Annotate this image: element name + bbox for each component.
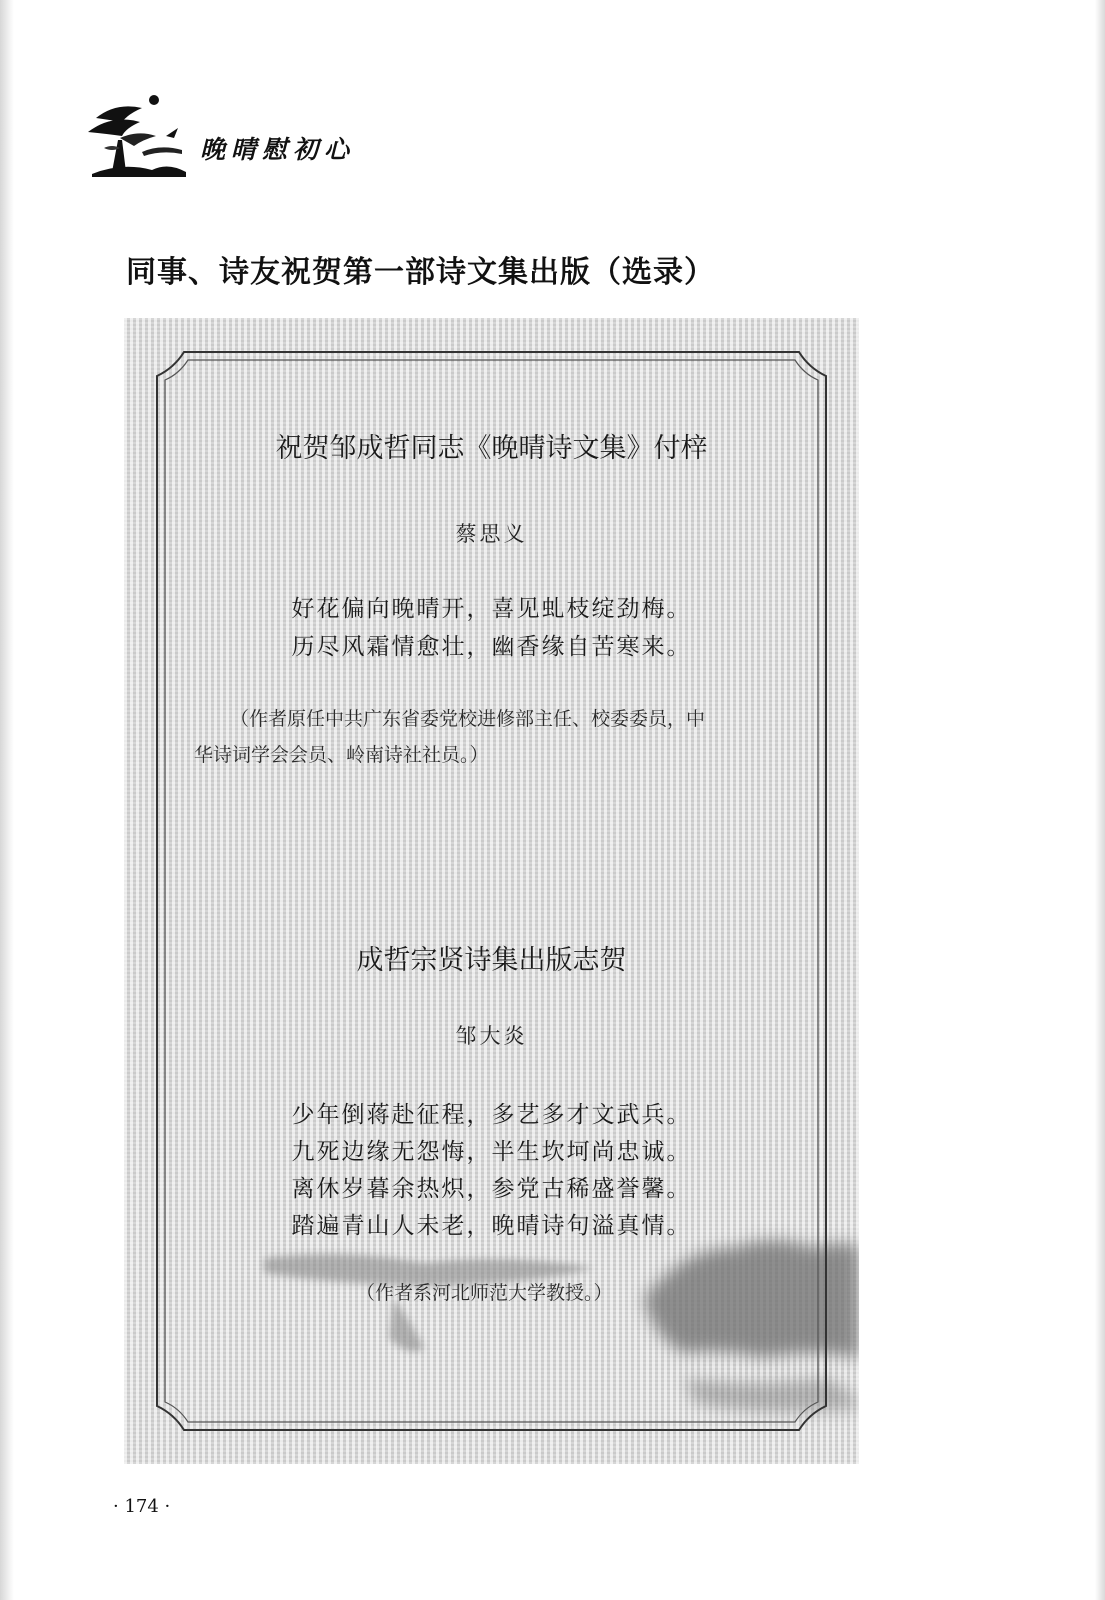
poem-line: 好花偏向晚晴开，喜见虬枝绽劲梅。: [291, 596, 692, 622]
poem-line: 踏遍青山人未老，晚晴诗句溢真情。: [291, 1213, 692, 1239]
poem-line: 九死边缘无怨悔，半生坎坷尚忠诚。: [291, 1139, 692, 1165]
poem-panel: [124, 318, 859, 1464]
poem-line: 历尽风霜情愈壮，幽香缘自苦寒来。: [291, 634, 692, 660]
poem-line: 离休岁暮余热炽，参党古稀盛誉馨。: [291, 1176, 692, 1202]
scan-right-edge: [1095, 0, 1105, 1600]
poem-title: 祝贺邹成哲同志《晚晴诗文集》付梓: [275, 433, 708, 464]
poem-author: 蔡思义: [455, 522, 528, 546]
author-note: （作者系河北师范大学教授。）: [356, 1282, 613, 1304]
scan-left-edge: [0, 0, 14, 1600]
running-header-title: 晚晴慰初心: [200, 135, 356, 164]
author-note: 华诗词学会会员、岭南诗社社员。）: [194, 744, 489, 766]
section-title: 同事、诗友祝贺第一部诗文集出版（选录）: [126, 256, 715, 289]
pine-tree-logo-icon: [82, 92, 192, 177]
page-number: · 174 ·: [113, 1496, 171, 1517]
author-note: （作者原任中共广东省委党校进修部主任、校委委员，中: [230, 708, 706, 730]
poem-author: 邹大炎: [455, 1024, 528, 1048]
poem-title: 成哲宗贤诗集出版志贺: [356, 945, 627, 976]
poem-line: 少年倒蒋赴征程，多艺多才文武兵。: [291, 1102, 692, 1128]
running-header: [82, 92, 502, 182]
